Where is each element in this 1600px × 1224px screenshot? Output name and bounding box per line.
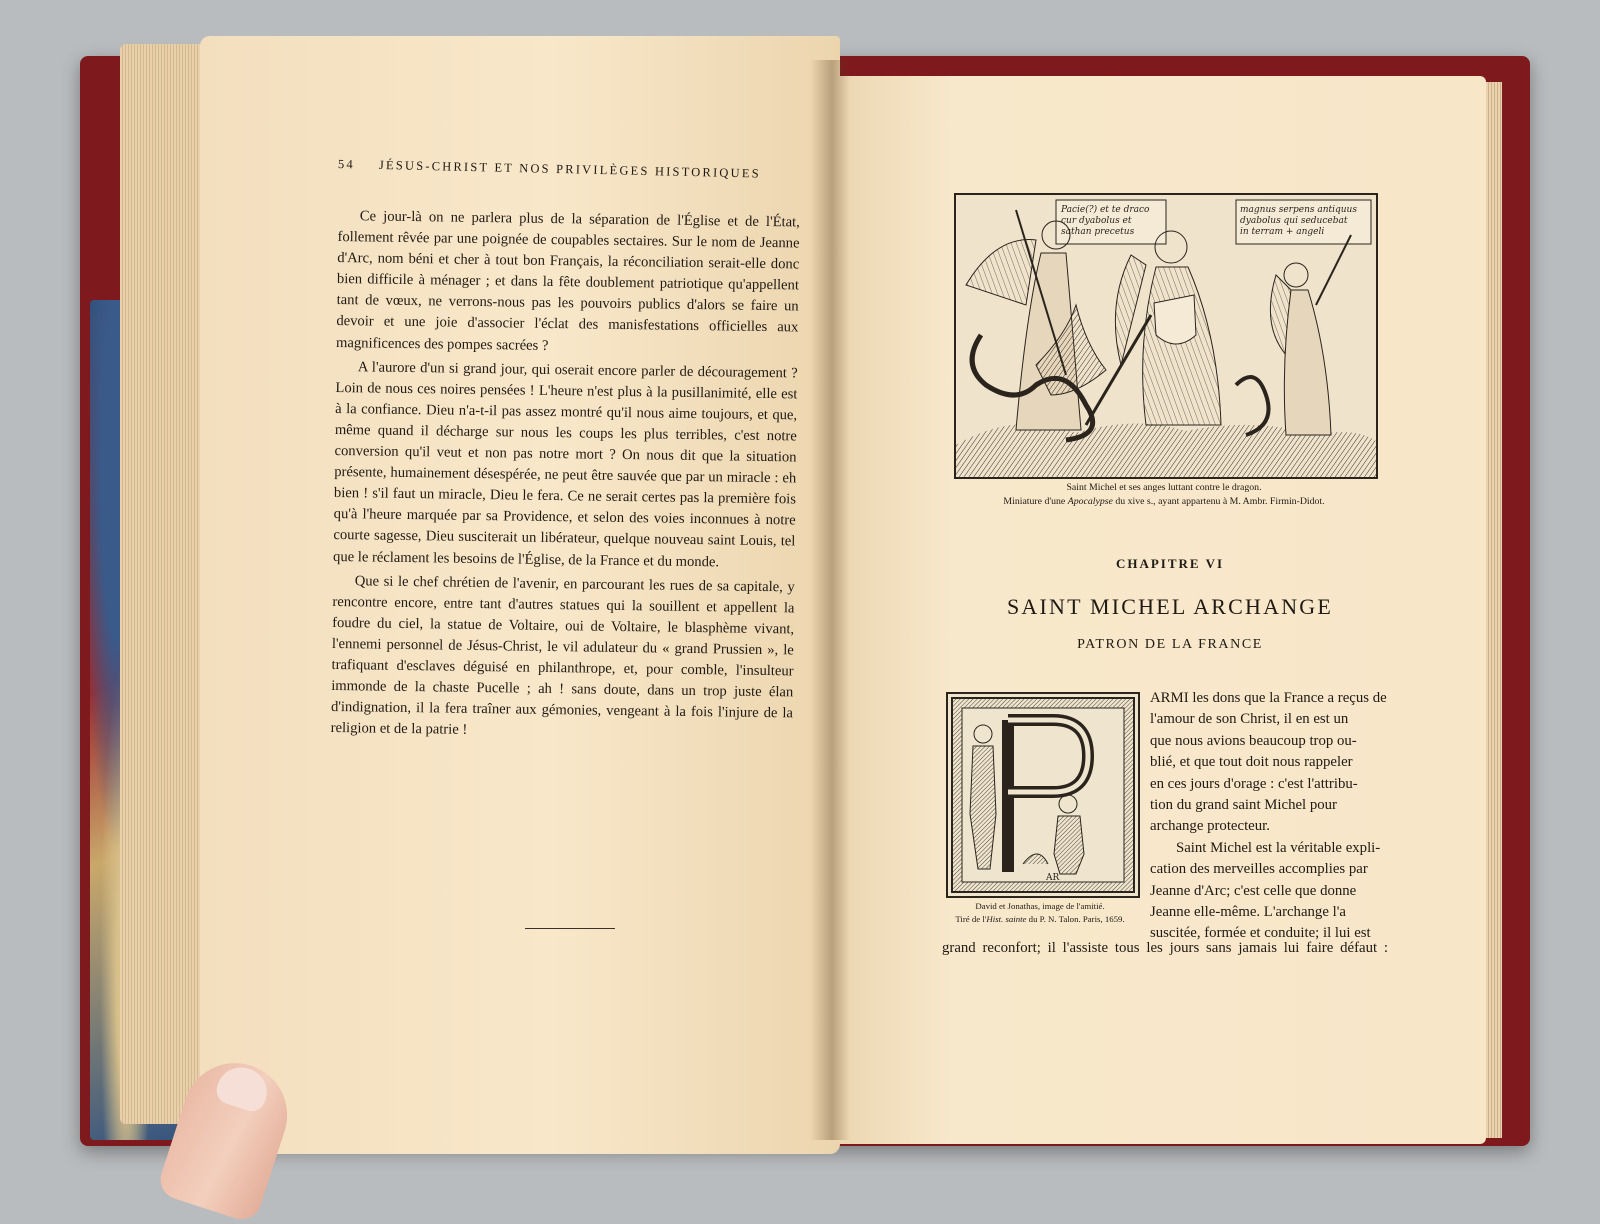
paragraph: A l'aurore d'un si grand jour, qui oserait encore parler de découragement ? Loin de nous ces noires pensées ! L'heure n'est plus à la pusillanimité, elle est à la confiance. Dieu n'a-t-il pas assez montré qu'il nous aime toujours, et que, même quand il décharge sur nous les coups les plus terribles, c'est notre conversion qu'il veut et non pas notre mort ? On nous dit que la situation présente, humainement désespérée, ne peut être sauvée que par un miracle : eh bien ! s'il faut un miracle, Dieu le fera. Ce ne serait certes pas la première fois qu'à l'heure marquée par sa Providence, et selon des voies inconnues à notre courte sagesse, Dieu susciterait un libérateur, quelque nouveau saint Louis, tel que le réclament les besoins de l'Église, de la France et du monde.	[332, 358, 798, 570]
page-number: 54	[337, 157, 356, 172]
engraving-illustration	[956, 195, 1376, 477]
text-line: que nous avions beaucoup trop ou-	[1150, 732, 1357, 749]
text-line: Jeanne elle-même. L'archange l'a	[1150, 904, 1346, 921]
decorated-initial	[946, 692, 1140, 898]
initial-caption-line1: David et Jonathas, image de l'amitié.	[975, 901, 1105, 911]
initial-caption-line2: Tiré de l'Hist. sainte du P. N. Talon. Paris, 1659.	[955, 914, 1125, 924]
left-page-body	[331, 206, 800, 749]
end-rule	[525, 928, 615, 929]
saint-michel-engraving	[954, 193, 1378, 479]
svg-text:Pacie(?) et te draco: Pacie(?) et te draco	[1061, 205, 1150, 215]
right-page-block-edges	[1486, 82, 1502, 1138]
text-line: en ces jours d'orage : c'est l'attribu-	[1150, 775, 1358, 792]
text-line: Saint Michel est la véritable expli-	[1176, 839, 1381, 856]
initial-caption	[940, 900, 1140, 926]
chapter-subtitle: PATRON DE LA FRANCE	[1077, 637, 1263, 652]
text-line-full-width: grand reconfort; il l'assiste tous les jours sans jamais lui faire défaut :	[942, 940, 1388, 956]
book-gutter	[810, 60, 850, 1140]
text-line: blié, et que tout doit nous rappeler	[1150, 754, 1353, 771]
figure-caption-line2: Miniature d'une Apocalypse du xive s., ayant appartenu à M. Ambr. Firmin-Didot.	[1003, 496, 1325, 507]
text-line: Jeanne d'Arc; c'est celle que donne	[1150, 882, 1357, 899]
svg-text:cur dyabolus et: cur dyabolus et	[1061, 216, 1132, 226]
text-line: archange protecteur.	[1150, 818, 1270, 835]
text-line: ARMI les dons que la France a reçus de	[1150, 690, 1387, 706]
right-page-body	[1150, 688, 1388, 945]
figure-caption	[944, 481, 1384, 509]
figure-caption-line1: Saint Michel et ses anges luttant contre le dragon.	[1066, 482, 1262, 493]
text-line: l'amour de son Christ, il en est un	[1150, 711, 1349, 728]
svg-text:AR: AR	[1046, 873, 1060, 883]
svg-text:dyabolus qui seducebat: dyabolus qui seducebat	[1240, 216, 1348, 226]
chapter-title: SAINT MICHEL ARCHANGE	[1006, 594, 1334, 619]
text-line: suscitée, formée et conduite; il lui est	[1150, 925, 1371, 942]
text-line: cation des merveilles accomplies par	[1150, 861, 1368, 878]
text-line: tion du grand saint Michel pour	[1150, 797, 1337, 814]
paragraph: Que si le chef chrétien de l'avenir, en parcourant les rues de sa capitale, y rencontre encore, entre tant d'autres statues qui la souillent et appellent la foudre du ciel, la statue de Voltaire, oui de Voltaire, le blasphème vivant, l'ennemi personnel de Jésus-Christ, le vil adulateur du « grand Prussien », le trafiquant d'esclaves déguisé en philanthrope, et, pour comble, l'insulteur immonde de la chaste Pucelle ; ah ! sans doute, dans un trop juste élan d'indignation, il la fera traîner aux gémonies, vengeant à la fois l'injure de la religion et de la patrie !	[330, 572, 795, 739]
initial-illustration	[948, 694, 1138, 896]
running-head-title: JÉSUS-CHRIST ET NOS PRIVILÈGES HISTORIQUES	[378, 157, 761, 181]
svg-text:sathan precetus: sathan precetus	[1061, 227, 1135, 237]
svg-text:in terram + angeli: in terram + angeli	[1240, 227, 1325, 237]
paragraph: Ce jour-là on ne parlera plus de la séparation de l'Église et de l'État, follement rêvée par une poignée de coupables sectaires. Sur le nom de Jeanne d'Arc, nom béni et cher à tout bon Français, la réconciliation serait-elle donc bien difficile à ménager ; et dans la fête doublement patriotique qu'appellent tant de vœux, ne verrons-nous pas les pouvoirs publics d'alors se faire un devoir et une joie d'associer l'éclat des manisfestations officielles aux magnificences des pompes sacrées ?	[335, 208, 800, 354]
chapter-label: CHAPITRE VI	[1115, 556, 1225, 571]
svg-text:magnus serpens antiquus: magnus serpens antiquus	[1240, 205, 1357, 215]
